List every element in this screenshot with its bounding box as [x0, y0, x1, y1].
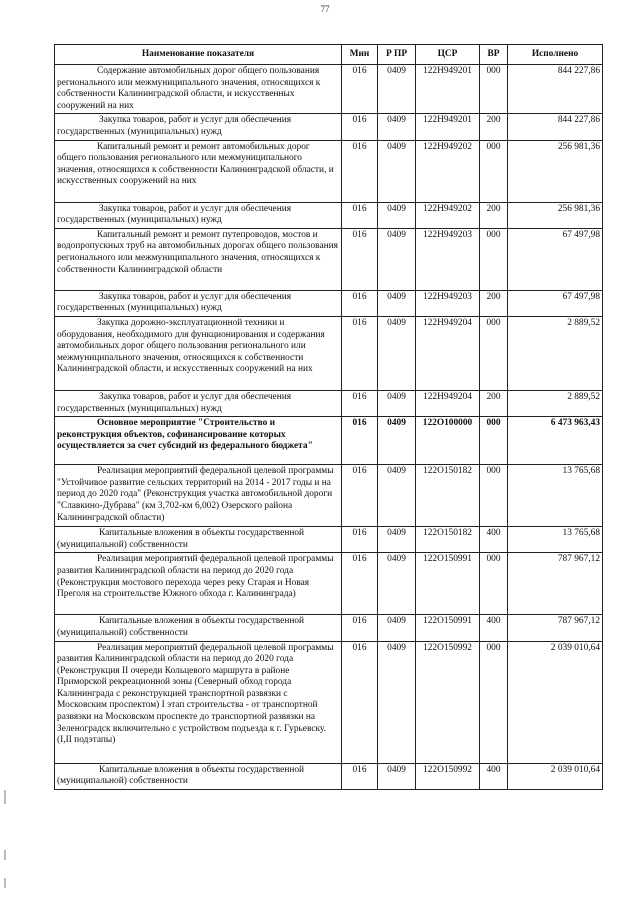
row-csr: 122Н949201	[416, 65, 480, 114]
row-name: Реализация мероприятий федеральной целевой программы развития Калининградской области на период до 2020 года (Реконструкция II очереди Кольцевого маршрута в районе Приморской рекреационной зоны (Северный обход города Калининграда с реконструкцией транспортной развязки с Московским проспектом) I этап строительства - от транспортной развязки на Московском проспекте до транспортной развязки на Зеленоградск включительно с устройством подъезда к г. Гурьевску. (I,II подэтапы)	[55, 641, 342, 763]
row-name: Закупка товаров, работ и услуг для обеспечения государственных (муниципальных) нужд	[55, 202, 342, 228]
row-name: Капитальные вложения в объекты государственной (муниципальной) собственности	[55, 527, 342, 553]
row-min: 016	[342, 527, 378, 553]
row-csr: 122Н949204	[416, 390, 480, 416]
row-csr: 122О150992	[416, 763, 480, 789]
row-vr: 000	[480, 140, 508, 202]
row-csr: 122Н949204	[416, 316, 480, 390]
table-row	[55, 316, 603, 390]
page-number: 77	[320, 4, 330, 14]
row-rpr: 0409	[378, 290, 416, 316]
row-vr: 400	[480, 527, 508, 553]
table-row	[55, 465, 603, 527]
row-done: 2 889,52	[508, 390, 603, 416]
row-done: 13 765,68	[508, 527, 603, 553]
row-rpr: 0409	[378, 641, 416, 763]
row-done: 787 967,12	[508, 615, 603, 641]
table-row	[55, 202, 603, 228]
header-rpr: Р ПР	[378, 45, 416, 65]
row-min: 016	[342, 316, 378, 390]
row-name: Капитальные вложения в объекты государственной (муниципальной) собственности	[55, 763, 342, 789]
row-vr: 200	[480, 114, 508, 140]
row-csr: 122О150182	[416, 527, 480, 553]
row-vr: 200	[480, 290, 508, 316]
row-min: 016	[342, 465, 378, 527]
row-rpr: 0409	[378, 465, 416, 527]
row-min: 016	[342, 417, 378, 465]
row-name: Закупка дорожно-эксплуатационной техники и оборудования, необходимого для функционирования и содержания автомобильных дорог общего пользования регионального или межмуниципального значения, относящихся к собственности Калининградской области, и искусственных сооружений на них	[55, 316, 342, 390]
row-rpr: 0409	[378, 65, 416, 114]
row-name: Капитальный ремонт и ремонт путепроводов, мостов и водопропускных труб на автомобильных дорогах общего пользования регионального или межмуниципального значения, относящихся к собственности Калининградской области	[55, 228, 342, 290]
scan-margin-mark	[4, 850, 6, 860]
row-vr: 000	[480, 316, 508, 390]
header-min: Мин	[342, 45, 378, 65]
row-vr: 200	[480, 202, 508, 228]
table-row	[55, 641, 603, 763]
header-csr: ЦСР	[416, 45, 480, 65]
row-vr: 400	[480, 763, 508, 789]
row-min: 016	[342, 228, 378, 290]
row-done: 787 967,12	[508, 553, 603, 615]
row-done: 13 765,68	[508, 465, 603, 527]
row-rpr: 0409	[378, 390, 416, 416]
row-csr: 122О150991	[416, 553, 480, 615]
row-name: Капитальные вложения в объекты государственной (муниципальной) собственности	[55, 615, 342, 641]
table-row	[55, 228, 603, 290]
row-name: Капитальный ремонт и ремонт автомобильных дорог общего пользования регионального или межмуниципального значения, относящихся к собственности Калининградской области, и искусственных сооружений на них	[55, 140, 342, 202]
table-row	[55, 553, 603, 615]
row-vr: 200	[480, 390, 508, 416]
row-vr: 000	[480, 641, 508, 763]
row-name: Закупка товаров, работ и услуг для обеспечения государственных (муниципальных) нужд	[55, 290, 342, 316]
table-row	[55, 390, 603, 416]
row-csr: 122О150991	[416, 615, 480, 641]
table-row	[55, 417, 603, 465]
row-min: 016	[342, 615, 378, 641]
row-done: 844 227,86	[508, 114, 603, 140]
row-rpr: 0409	[378, 417, 416, 465]
row-csr: 122Н949203	[416, 228, 480, 290]
row-min: 016	[342, 763, 378, 789]
row-vr: 400	[480, 615, 508, 641]
row-csr: 122Н949202	[416, 140, 480, 202]
row-done: 67 497,98	[508, 228, 603, 290]
table-row	[55, 114, 603, 140]
row-csr: 122О150182	[416, 465, 480, 527]
row-name: Реализация мероприятий федеральной целевой программы развития Калининградской области на период до 2020 года (Реконструкция мостового перехода через реку Старая и Новая Преголя на строительстве Южного обхода г. Калининграда)	[55, 553, 342, 615]
row-min: 016	[342, 140, 378, 202]
row-done: 67 497,98	[508, 290, 603, 316]
row-vr: 000	[480, 465, 508, 527]
row-rpr: 0409	[378, 615, 416, 641]
row-rpr: 0409	[378, 527, 416, 553]
row-name: Закупка товаров, работ и услуг для обеспечения государственных (муниципальных) нужд	[55, 390, 342, 416]
row-min: 016	[342, 290, 378, 316]
row-rpr: 0409	[378, 316, 416, 390]
row-rpr: 0409	[378, 763, 416, 789]
row-csr: 122О150992	[416, 641, 480, 763]
header-name: Наименование показателя	[55, 45, 342, 65]
row-rpr: 0409	[378, 228, 416, 290]
row-vr: 000	[480, 65, 508, 114]
row-csr: 122О100000	[416, 417, 480, 465]
row-done: 6 473 963,43	[508, 417, 603, 465]
row-name: Закупка товаров, работ и услуг для обеспечения государственных (муниципальных) нужд	[55, 114, 342, 140]
table-header-row	[55, 45, 603, 65]
row-rpr: 0409	[378, 114, 416, 140]
header-vr: ВР	[480, 45, 508, 65]
row-min: 016	[342, 641, 378, 763]
row-done: 844 227,86	[508, 65, 603, 114]
table-row	[55, 527, 603, 553]
row-done: 256 981,36	[508, 202, 603, 228]
row-done: 2 039 010,64	[508, 641, 603, 763]
row-rpr: 0409	[378, 202, 416, 228]
scan-margin-mark	[4, 878, 6, 888]
row-vr: 000	[480, 553, 508, 615]
row-min: 016	[342, 65, 378, 114]
row-vr: 000	[480, 228, 508, 290]
row-rpr: 0409	[378, 553, 416, 615]
table-row	[55, 290, 603, 316]
row-csr: 122Н949201	[416, 114, 480, 140]
table-row	[55, 763, 603, 789]
row-done: 2 889,52	[508, 316, 603, 390]
row-name: Содержание автомобильных дорог общего пользования регионального или межмуниципального значения, относящихся к собственности Калининградской области, и искусственных сооружений на них	[55, 65, 342, 114]
budget-table	[54, 44, 603, 790]
row-min: 016	[342, 114, 378, 140]
row-done: 2 039 010,64	[508, 763, 603, 789]
row-done: 256 981,36	[508, 140, 603, 202]
table-row	[55, 140, 603, 202]
row-min: 016	[342, 390, 378, 416]
row-rpr: 0409	[378, 140, 416, 202]
table-row	[55, 65, 603, 114]
row-name: Реализация мероприятий федеральной целевой программы "Устойчивое развитие сельских территорий на 2014 - 2017 годы и на период до 2020 года" (Реконструкция участка автомобильной дороги "Славкино-Дубрава" (км 3,702-км 6,002) Озерского района Калининградской области)	[55, 465, 342, 527]
row-min: 016	[342, 202, 378, 228]
header-done: Исполнено	[508, 45, 603, 65]
row-vr: 000	[480, 417, 508, 465]
row-csr: 122Н949202	[416, 202, 480, 228]
row-min: 016	[342, 553, 378, 615]
table-row	[55, 615, 603, 641]
scan-margin-mark	[4, 790, 6, 804]
row-name: Основное мероприятие "Строительство и реконструкция объектов, софинансирование которых осуществляется за счет субсидий из федерального бюджета"	[55, 417, 342, 465]
row-csr: 122Н949203	[416, 290, 480, 316]
